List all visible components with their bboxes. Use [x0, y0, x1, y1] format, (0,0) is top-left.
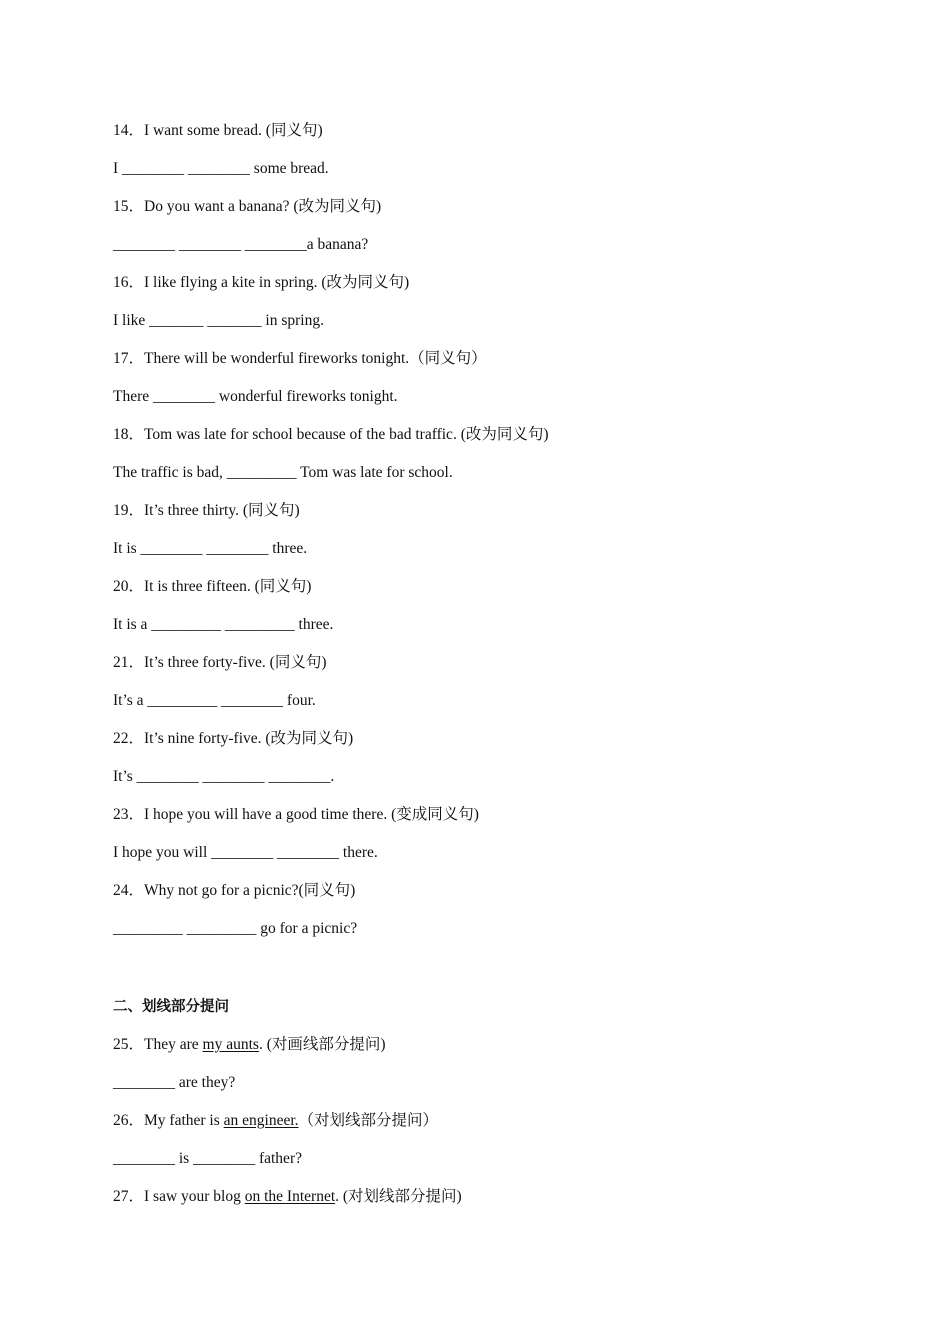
question-27 [113, 1187, 873, 1207]
answer-line: _________ _________ go for a picnic? [113, 920, 358, 937]
section-gap [113, 957, 873, 997]
question-prefix: 26．My father is [113, 1112, 224, 1129]
question-text: 22．It’s nine forty-five. (改为同义句) [113, 730, 354, 747]
worksheet-page [113, 121, 873, 1225]
answer-line: It’s a _________ ________ four. [113, 692, 316, 709]
question-instruction: （对划线部分提问） [298, 1112, 439, 1129]
answer-line: It is a _________ _________ three. [113, 616, 334, 633]
question-text: 14．I want some bread. (同义句) [113, 122, 323, 139]
question-text: 17．There will be wonderful fireworks tonight.（同义句） [113, 350, 487, 367]
question-text [113, 1187, 873, 1207]
question-25 [113, 1035, 873, 1093]
question-text [113, 1035, 873, 1055]
question-24 [113, 881, 873, 939]
answer-line: It’s ________ ________ ________. [113, 768, 335, 785]
question-26 [113, 1111, 873, 1169]
question-text: 20．It is three fifteen. (同义句) [113, 578, 312, 595]
question-text: 21．It’s three forty-five. (同义句) [113, 654, 327, 671]
question-prefix: 27．I saw your blog [113, 1188, 245, 1205]
question-20 [113, 577, 873, 635]
answer-line: I hope you will ________ ________ there. [113, 844, 378, 861]
underlined-phrase: my aunts [202, 1036, 259, 1053]
underlined-phrase: on the Internet [244, 1188, 336, 1205]
question-21 [113, 653, 873, 711]
answer-line: ________ ________ ________a banana? [113, 236, 369, 253]
question-text: 15．Do you want a banana? (改为同义句) [113, 198, 382, 215]
answer-line: ________ is ________ father? [113, 1150, 302, 1167]
question-22 [113, 729, 873, 787]
answer-line: The traffic is bad, _________ Tom was late for school. [113, 464, 453, 481]
question-text: 16．I like flying a kite in spring. (改为同义句) [113, 274, 410, 291]
question-text: 18．Tom was late for school because of the bad traffic. (改为同义句) [113, 426, 549, 443]
question-23 [113, 805, 873, 863]
question-text: 24．Why not go for a picnic?(同义句) [113, 882, 356, 899]
answer-line: I ________ ________ some bread. [113, 160, 329, 177]
question-19 [113, 501, 873, 559]
question-text: 23．I hope you will have a good time there. (变成同义句) [113, 806, 479, 823]
question-instruction: . (对画线部分提问) [258, 1036, 386, 1053]
underlined-phrase: an engineer. [223, 1112, 299, 1129]
question-17 [113, 349, 873, 407]
question-16 [113, 273, 873, 331]
question-text: 19．It’s three thirty. (同义句) [113, 502, 300, 519]
question-text [113, 1111, 873, 1131]
answer-line: There ________ wonderful fireworks tonight. [113, 388, 398, 405]
question-14 [113, 121, 873, 179]
answer-line: It is ________ ________ three. [113, 540, 308, 557]
question-15 [113, 197, 873, 255]
question-instruction: . (对划线部分提问) [335, 1188, 462, 1205]
answer-line: I like _______ _______ in spring. [113, 312, 324, 329]
answer-line: ________ are they? [113, 1074, 236, 1091]
question-prefix: 25．They are [113, 1036, 203, 1053]
question-18 [113, 425, 873, 483]
section-title: 二、划线部分提问 [113, 999, 229, 1015]
